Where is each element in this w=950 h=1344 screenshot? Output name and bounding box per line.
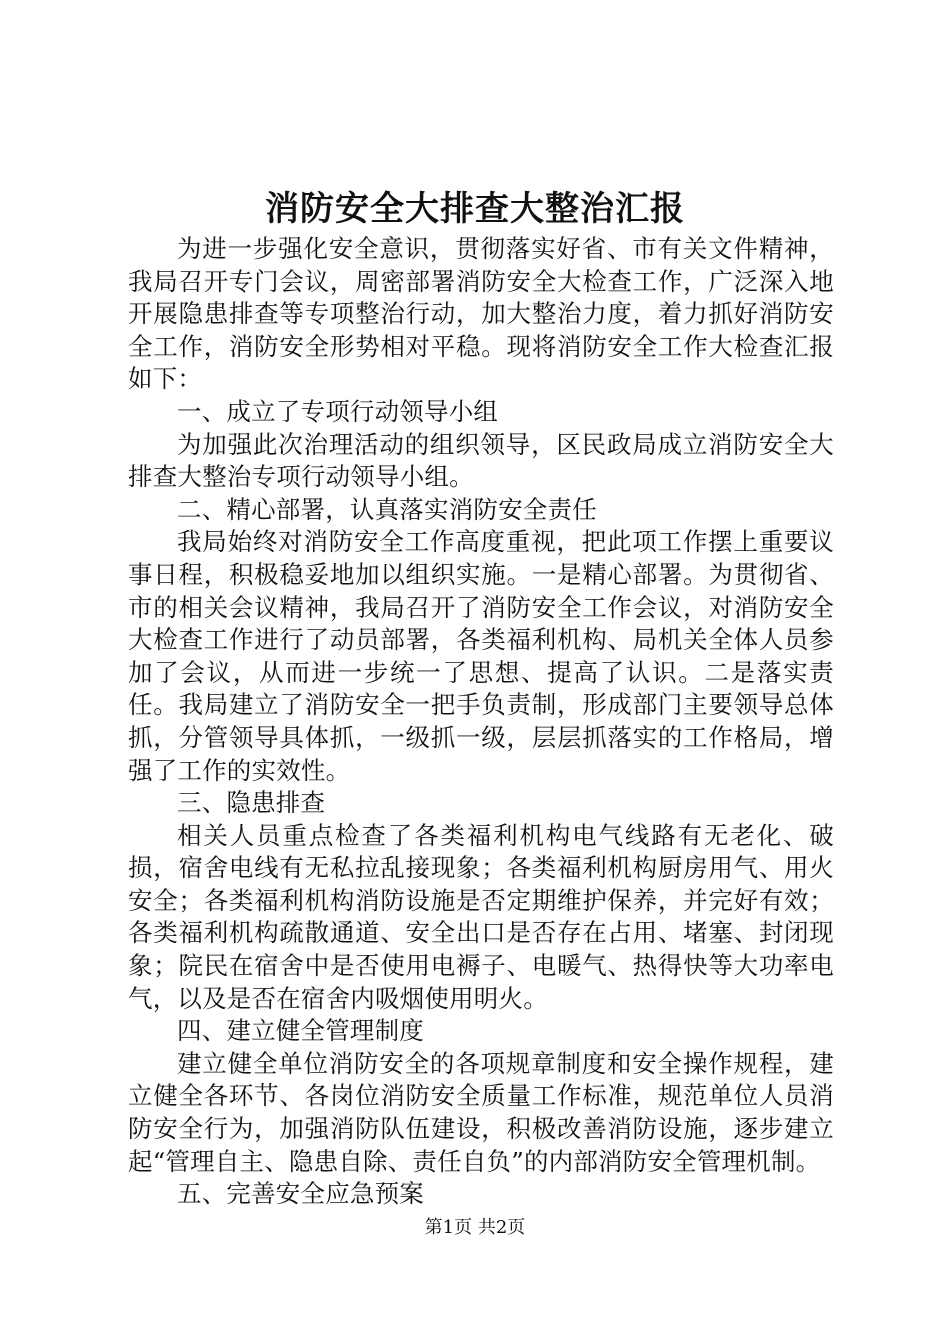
section-heading-5: 五、完善安全应急预案 (177, 1179, 424, 1209)
intro-paragraph: 为进一步强化安全意识，贯彻落实好省、市有关文件精神，我局召开专门会议，周密部署消防安全大检查工作，广泛深入地开展隐患排查等专项整治行动，加大整治力度，着力抓好消防安全工作，消防安全形势相对平稳。现将消防安全工作大检查汇报如下： (128, 234, 834, 394)
document-body (128, 233, 834, 1211)
page-footer: 第1页 共2页 (424, 1217, 526, 1238)
document-title: 消防安全大排查大整治汇报 (265, 189, 685, 229)
section-body-4: 建立健全单位消防安全的各项规章制度和安全操作规程，建立健全各环节、各岗位消防安全质量工作标准，规范单位人员消防安全行为，加强消防队伍建设，积极改善消防设施，逐步建立起“管理自主、隐患自除、责任自负”的内部消防安全管理机制。 (128, 1048, 834, 1176)
section-heading-3: 三、隐患排查 (177, 788, 326, 818)
section-body-1: 为加强此次治理活动的组织领导，区民政局成立消防安全大排查大整治专项行动领导小组。 (128, 429, 834, 492)
section-heading-4: 四、建立健全管理制度 (177, 1016, 424, 1046)
section-heading-1: 一、成立了专项行动领导小组 (177, 396, 499, 426)
section-heading-2: 二、精心部署，认真落实消防安全责任 (177, 494, 597, 524)
section-body-3: 相关人员重点检查了各类福利机构电气线路有无老化、破损，宿舍电线有无私拉乱接现象；各类福利机构厨房用气、用火安全；各类福利机构消防设施是否定期维护保养，并完好有效；各类福利机构疏散通道、安全出口是否存在占用、堵塞、封闭现象；院民在宿舍中是否使用电褥子、电暖气、热得快等大功率电气，以及是否在宿舍内吸烟使用明火。 (128, 820, 834, 1013)
section-body-2: 我局始终对消防安全工作高度重视，把此项工作摆上重要议事日程，积极稳妥地加以组织实施。一是精心部署。为贯彻省、市的相关会议精神，我局召开了消防安全工作会议，对消防安全大检查工作进行了动员部署，各类福利机构、局机关全体人员参加了会议，从而进一步统一了思想、提高了认识。二是落实责任。我局建立了消防安全一把手负责制，形成部门主要领导总体抓，分管领导具体抓，一级抓一级，层层抓落实的工作格局，增强了工作的实效性。 (128, 527, 834, 785)
